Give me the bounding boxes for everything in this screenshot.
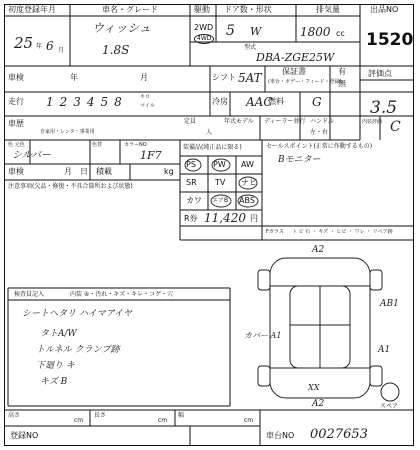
- length-label: 長さ: [94, 412, 107, 419]
- ac-value: AAC: [246, 95, 273, 109]
- height-unit: cm: [74, 417, 84, 424]
- change-label: 年式モデル: [224, 118, 254, 125]
- year-label: 年: [70, 73, 78, 82]
- equip-sr: SR: [186, 178, 197, 187]
- displacement-label: 排気量: [316, 5, 340, 14]
- width-label: 幅: [178, 412, 185, 419]
- diagram-mark-front: A2: [312, 245, 325, 255]
- shift-value: 5AT: [238, 71, 262, 85]
- selling-label: セールスポイント(正常に作動するもの): [266, 143, 373, 150]
- chassis-value: 0027653: [310, 427, 368, 442]
- dealer-label: ディーラー並行: [264, 118, 306, 125]
- diagram-mark-left: カバー A1: [244, 331, 282, 340]
- inspect-day: 日: [80, 167, 88, 176]
- history-label: 車歴: [8, 119, 24, 128]
- color-no-label: カラーNO: [124, 142, 147, 148]
- diagram-mark-rear: A2: [312, 399, 325, 409]
- warranty-label: 保証書: [282, 67, 306, 76]
- color-orig-label: 色 元色: [8, 142, 25, 148]
- history-sub: 自家用・レンタ・事業用: [40, 129, 95, 135]
- year-unit: 年: [36, 43, 43, 50]
- wheel-front-right: [370, 270, 382, 290]
- selling-value: Bモニター: [278, 155, 321, 165]
- mileage-unit: キロ: [140, 94, 151, 100]
- wheel-rear-right: [370, 366, 382, 386]
- diagram-mark-rear-xx: XX: [308, 383, 320, 392]
- notes-label: 注意事項(欠品・修復・不具合箇所および状態): [8, 183, 133, 190]
- doors-value: 5: [226, 23, 235, 39]
- inspector-note-4: 下廻り キ: [36, 361, 75, 371]
- recycle-label: R券: [184, 214, 198, 223]
- model-name: ウィッシュ: [92, 21, 152, 35]
- inspect-month: 月: [64, 167, 72, 176]
- inspector-label: 検査員記入: [14, 291, 45, 298]
- mileage-label: 走行: [8, 97, 24, 106]
- fuel-label: 燃料: [268, 97, 284, 106]
- warranty-no: 無: [338, 79, 346, 88]
- load-unit: kg: [164, 167, 174, 176]
- equipment-label: 装備品(純正品に限る): [183, 144, 242, 151]
- rating-value: 3.5: [370, 98, 398, 118]
- interior-value: C: [390, 119, 401, 135]
- chassis-label: 車台NO: [266, 431, 295, 440]
- width-unit: cm: [244, 417, 254, 424]
- glass-items: ト ビ 石 ・ キズ ・ ヒビ ・ ワレ ・ リペア跡: [292, 229, 393, 235]
- month-label: 月: [140, 73, 148, 82]
- model-label: 型式: [244, 44, 257, 51]
- height-label: 高さ: [8, 412, 21, 419]
- diagram-mark-right-rear: A1: [378, 345, 391, 355]
- equip-aw: AW: [241, 160, 254, 169]
- displacement-value: 1800: [300, 25, 331, 39]
- inspection-label: 車検: [8, 73, 24, 82]
- displacement-unit: cc: [336, 29, 345, 38]
- first-reg-year: 25: [14, 34, 34, 52]
- load-label: 積載: [96, 167, 112, 176]
- month-unit: 月: [58, 47, 65, 54]
- model-grade-label: 車名・グレード: [102, 5, 158, 14]
- handle-value: 左・右: [310, 129, 329, 136]
- equip-airbag: エアB: [212, 197, 229, 204]
- drive-label: 駆動: [194, 5, 210, 14]
- shape-value: W: [250, 25, 262, 38]
- mileage-unit-mile: マイル: [140, 103, 155, 109]
- reg-no-label: 登録NO: [10, 431, 39, 440]
- length-unit: cm: [158, 417, 168, 424]
- first-reg-month: 6: [46, 39, 54, 53]
- handle-label: ハンドル: [310, 118, 335, 125]
- equip-pw: PW: [213, 160, 226, 169]
- mileage-value: 123458: [46, 95, 128, 109]
- model-code: DBA-ZGE25W: [256, 51, 335, 64]
- equip-abs: ABS: [239, 196, 255, 205]
- ac-label: 冷房: [212, 97, 228, 106]
- fuel-value: G: [312, 95, 322, 109]
- glass-label: Fガラス: [266, 229, 284, 235]
- equip-ps: PS: [186, 160, 196, 169]
- equip-navi: ナビ: [241, 178, 257, 187]
- color-no-value: 1F7: [140, 149, 162, 162]
- lot-number: 1520: [366, 30, 414, 50]
- drive-value: 2WD: [194, 23, 214, 32]
- equip-leather: カワ: [186, 196, 202, 205]
- doors-shape-label: ドア数・形状: [224, 5, 272, 14]
- drive-circled: 4WD: [194, 34, 214, 44]
- inspector-note-5: キズ B: [40, 377, 68, 387]
- grade: 1.8S: [102, 43, 130, 57]
- inspector-note-3: トルネル クランプ跡: [36, 345, 120, 355]
- inspector-note-1: シートヘタリ ハイマアイヤ: [22, 309, 133, 319]
- color-code-label: 色替: [92, 142, 103, 148]
- rating-label: 評価点: [368, 69, 392, 78]
- wheel-front-left: [258, 270, 270, 290]
- inspector-interior: 内装 ④・汚れ・キズ・キレ・コゲ・穴: [70, 291, 174, 298]
- shift-label: シフト: [212, 73, 236, 82]
- capacity-unit: 人: [206, 129, 213, 136]
- inspector-note-2: タトA/W: [40, 329, 77, 339]
- spare-label: スペア: [380, 403, 399, 410]
- wheel-rear-left: [258, 366, 270, 386]
- warranty-yes: 有: [338, 67, 346, 76]
- warranty-sub: (車台・ボデー・フィード・登録): [268, 79, 342, 85]
- capacity-label: 定員: [184, 118, 197, 125]
- spare-tire: [381, 383, 399, 401]
- color-orig-value: シルバー: [12, 150, 52, 161]
- interior-label: 内装評価: [362, 119, 383, 125]
- recycle-value: 11,420: [204, 211, 246, 225]
- recycle-unit: 円: [250, 214, 258, 223]
- inspect-label: 車検: [8, 167, 24, 176]
- diagram-mark-right-front: AB1: [380, 299, 399, 309]
- equip-tv: TV: [215, 178, 226, 187]
- lot-label: 出品NO: [370, 5, 399, 14]
- first-reg-label: 初度登録年月: [8, 5, 56, 14]
